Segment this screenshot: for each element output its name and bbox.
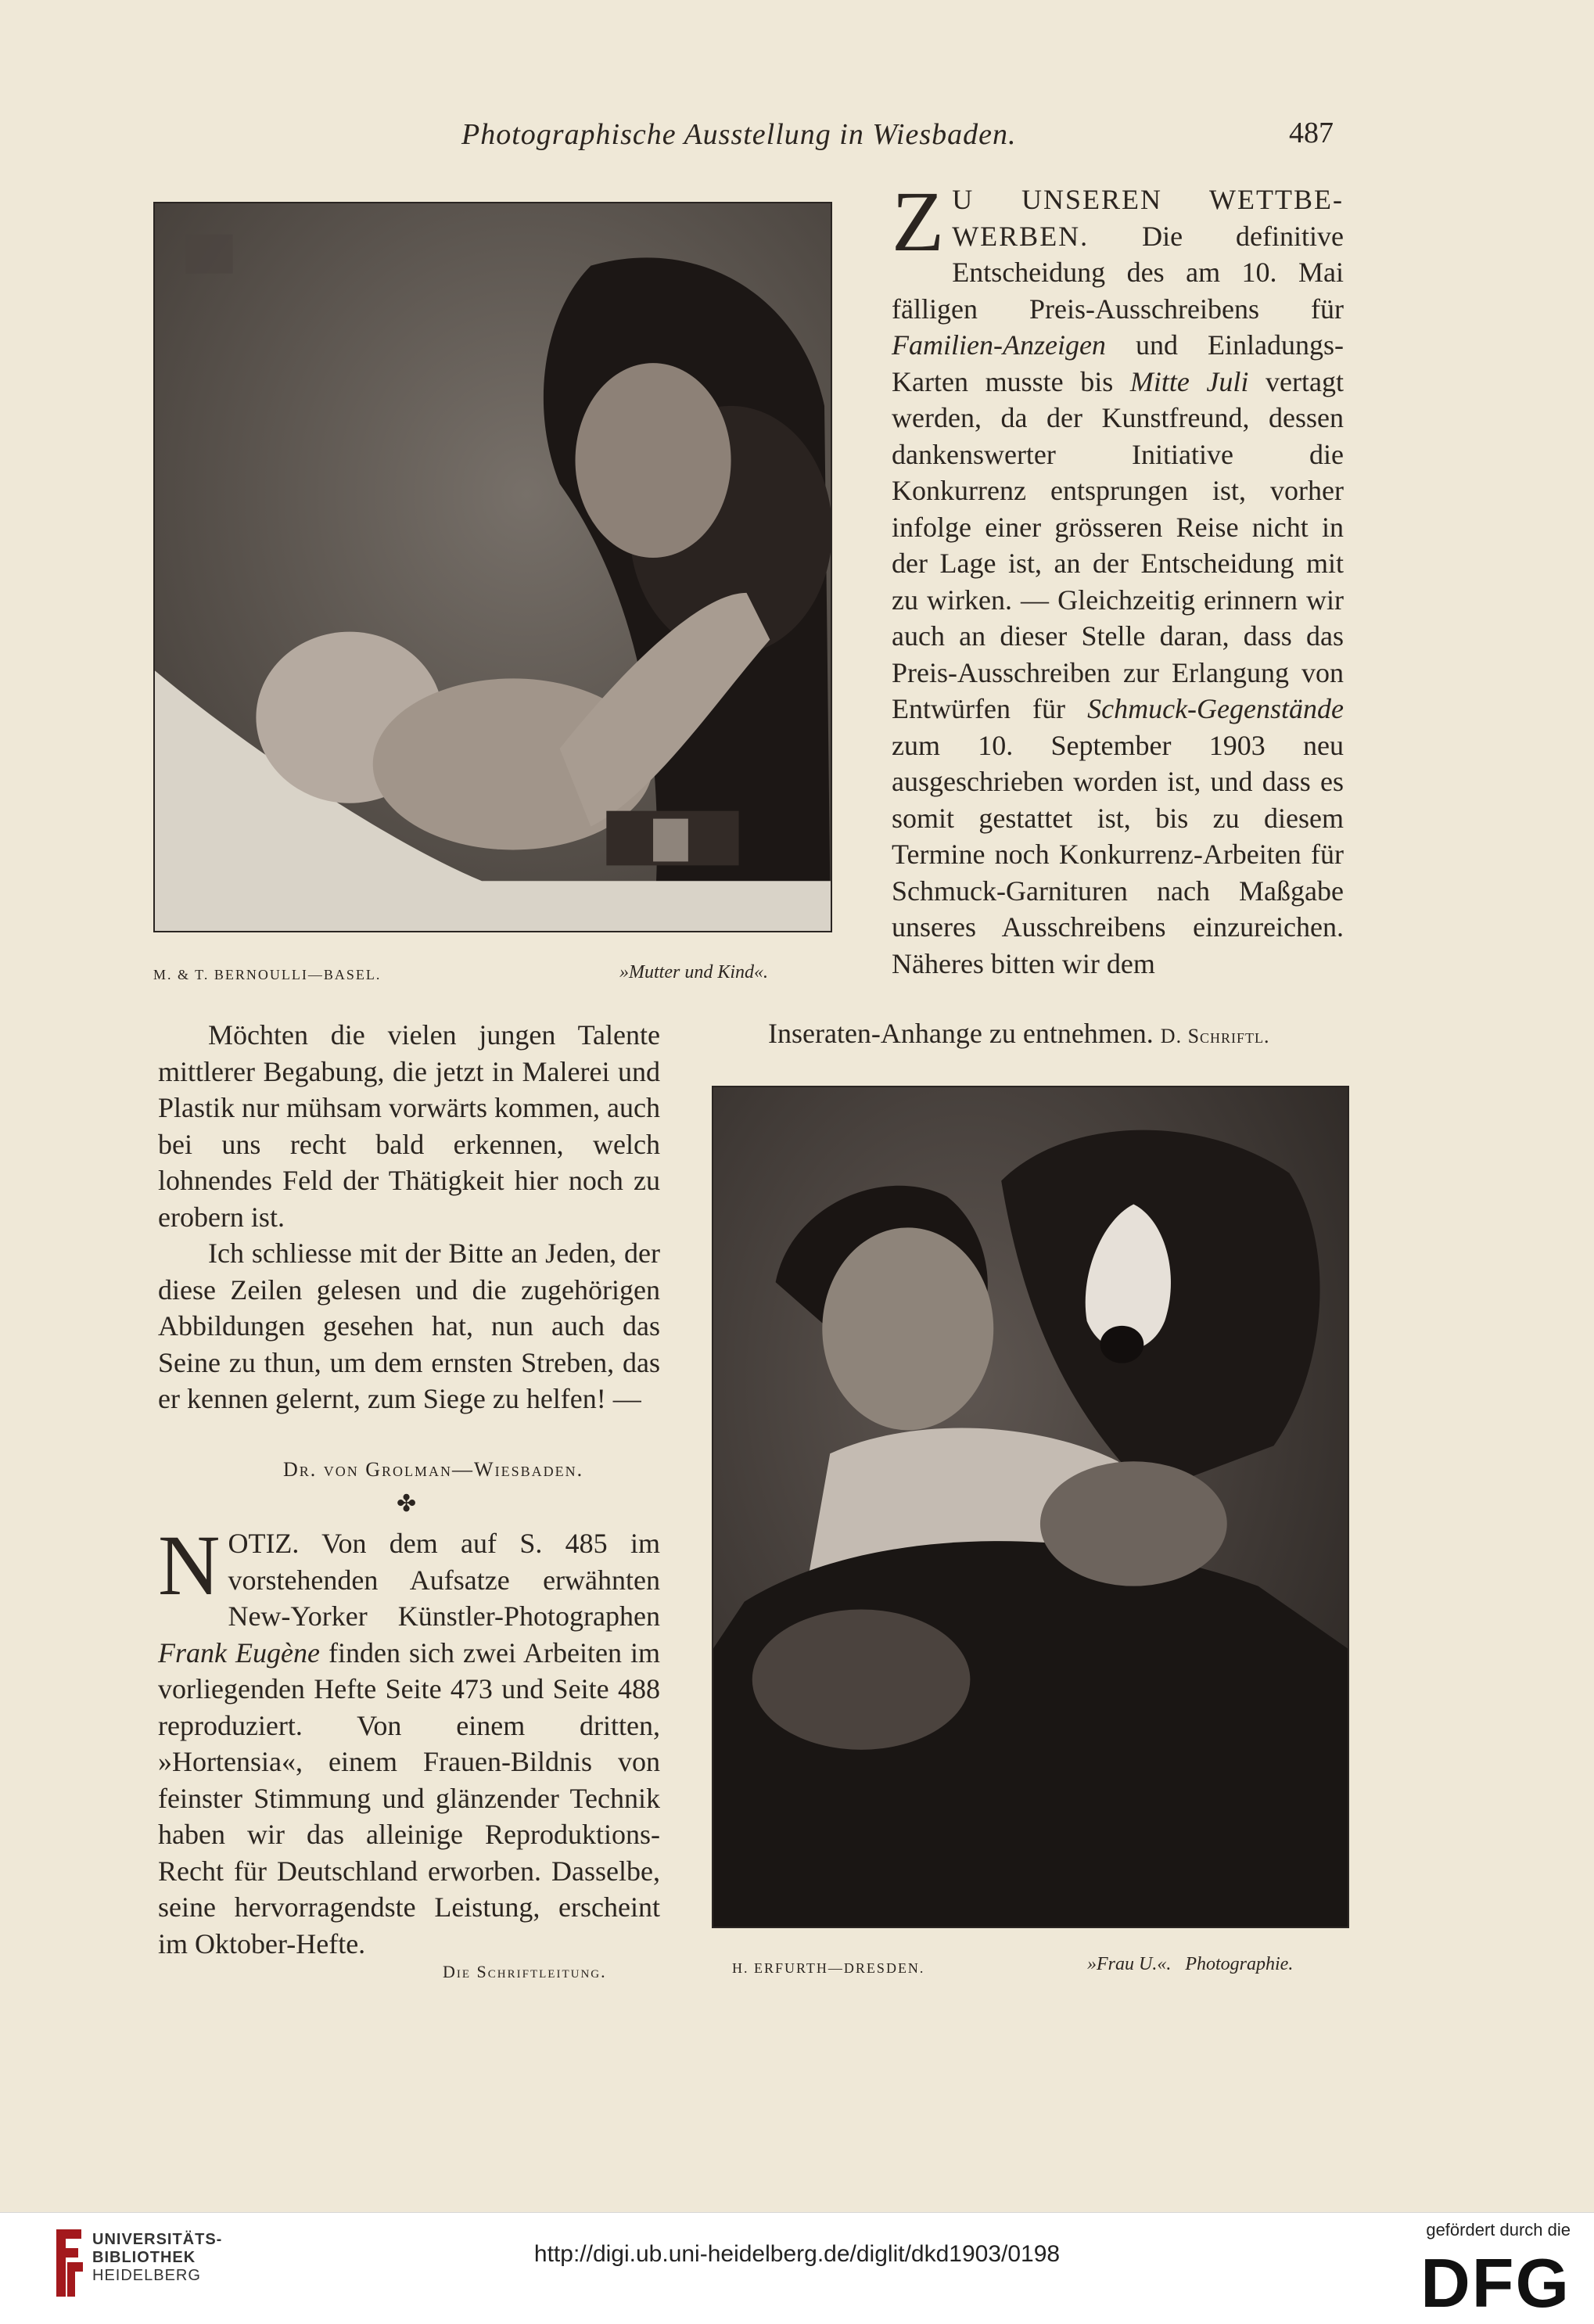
running-title: Photographische Ausstellung in Wiesbaden. bbox=[461, 118, 1017, 151]
figure-title: »Frau U.«. Photographie. bbox=[1087, 1954, 1294, 1974]
emphasis-mitte-juli: Mitte Juli bbox=[1129, 365, 1249, 397]
notice-text: vertagt werden, da der Kunstfreund, dessen dankenswerter Initiative die Konkurrenz entsprungen ist, vorher infolge einer grösseren Reise nicht in der Lage ist, an der Entscheidung mit zu wirken. — Gleichzeitig erinnern wir auch an dieser Stelle daran, dass das Preis-Ausschreiben zur Erlangung von Entwürfen für bbox=[892, 365, 1344, 724]
emphasis-schmuck-gegenstaende: Schmuck-Gegenstände bbox=[1087, 693, 1344, 724]
emphasis-frank-eugene: Frank Eugène bbox=[158, 1636, 320, 1668]
library-line: UNIVERSITÄTS- bbox=[92, 2231, 223, 2248]
wettbewerben-notice bbox=[892, 174, 1344, 982]
photo-frau-u-image bbox=[713, 1087, 1348, 1927]
notice-heading: U UNSEREN WETTBE- bbox=[952, 184, 1344, 215]
notice-signature: D. Schriftl. bbox=[1160, 1025, 1270, 1047]
notice-text: zum 10. September 1903 neu ausgeschrieben worden ist, und dass es somit gestattet ist, bis zu diesem Termine noch Konkurrenz-Arbeiten für Schmuck-Garnituren nach Maßgabe unseres Ausschreibens einzureichen. Näheres bitten wir dem bbox=[892, 729, 1344, 979]
dfg-logo[interactable]: DFG bbox=[1420, 2244, 1571, 2322]
emphasis-familien-anzeigen: Familien-Anzeigen bbox=[892, 329, 1106, 361]
notiz-block bbox=[158, 1518, 660, 1962]
notice-heading-2: WERBEN. bbox=[952, 220, 1090, 252]
dropcap: Z bbox=[892, 174, 945, 269]
notice-text: und Einladungs-Karten musste bis bbox=[892, 329, 1344, 397]
figure-credit: H. ERFURTH—DRESDEN. bbox=[732, 1960, 925, 1976]
article-paragraph: Möchten die vielen jungen Talente mittlerer Begabung, die jetzt in Malerei und Plastik nur mühsam vorwärts kommen, auch bei uns recht bald erkennen, welch lohnendes Feld der Thätigkeit hier noch zu erobern ist. bbox=[158, 1019, 660, 1233]
dropcap: N bbox=[158, 1518, 221, 1613]
article-author: Dr. von Grolman—Wiesbaden. bbox=[283, 1458, 584, 1481]
photo-mother-and-child bbox=[153, 202, 832, 932]
notiz-text: finden sich zwei Arbeiten im vorliegenden Hefte Seite 473 und Seite 488 reproduziert. Von einem dritten, »Hortensia«, einem Frauen-Bildnis von feinster Stimmung und glänzender Technik haben wir das alleinige Reproduktions-Recht für Deutschland erworben. Dasselbe, seine hervorragendste Leistung, erscheint im Oktober-Hefte. bbox=[158, 1636, 660, 1959]
figure-credit: M. & T. BERNOULLI—BASEL. bbox=[153, 967, 382, 982]
ornament-icon: ✤ bbox=[397, 1491, 417, 1517]
photo-mother-and-child-image bbox=[155, 203, 831, 931]
permalink-url[interactable]: http://digi.ub.uni-heidelberg.de/diglit/dkd1903/0198 bbox=[533, 2241, 1061, 2267]
library-line: HEIDELBERG bbox=[92, 2267, 201, 2284]
notice-last-line-text: Inseraten-Anhange zu entnehmen. bbox=[768, 1018, 1154, 1049]
figure-title: »Mutter und Kind«. bbox=[619, 962, 768, 982]
photo-frau-u bbox=[712, 1086, 1349, 1928]
notiz-signature: Die Schriftleitung. bbox=[443, 1962, 607, 1981]
article-conclusion bbox=[158, 1017, 660, 1417]
footer-bar bbox=[0, 2212, 1594, 2324]
funding-label: gefördert durch die bbox=[1426, 2220, 1571, 2240]
notice-last-line bbox=[768, 1015, 1394, 1055]
notiz-text: OTIZ. Von dem auf S. 485 im vorstehenden Aufsatze erwähnten New-Yorker Künstler-Photographen bbox=[228, 1528, 660, 1632]
page-number: 487 bbox=[1289, 117, 1334, 149]
notice-text: Die definitive Entscheidung des am 10. Mai fälligen Preis-Ausschreibens für bbox=[892, 220, 1344, 325]
library-line: BIBLIOTHEK bbox=[92, 2249, 196, 2266]
article-paragraph: Ich schliesse mit der Bitte an Jeden, der diese Zeilen gelesen und die zugehörigen Abbildungen gesehen hat, nun auch das Seine zu thun, um dem ernsten Streben, das er kennen gelernt, zum Siege zu helfen! — bbox=[158, 1237, 660, 1414]
